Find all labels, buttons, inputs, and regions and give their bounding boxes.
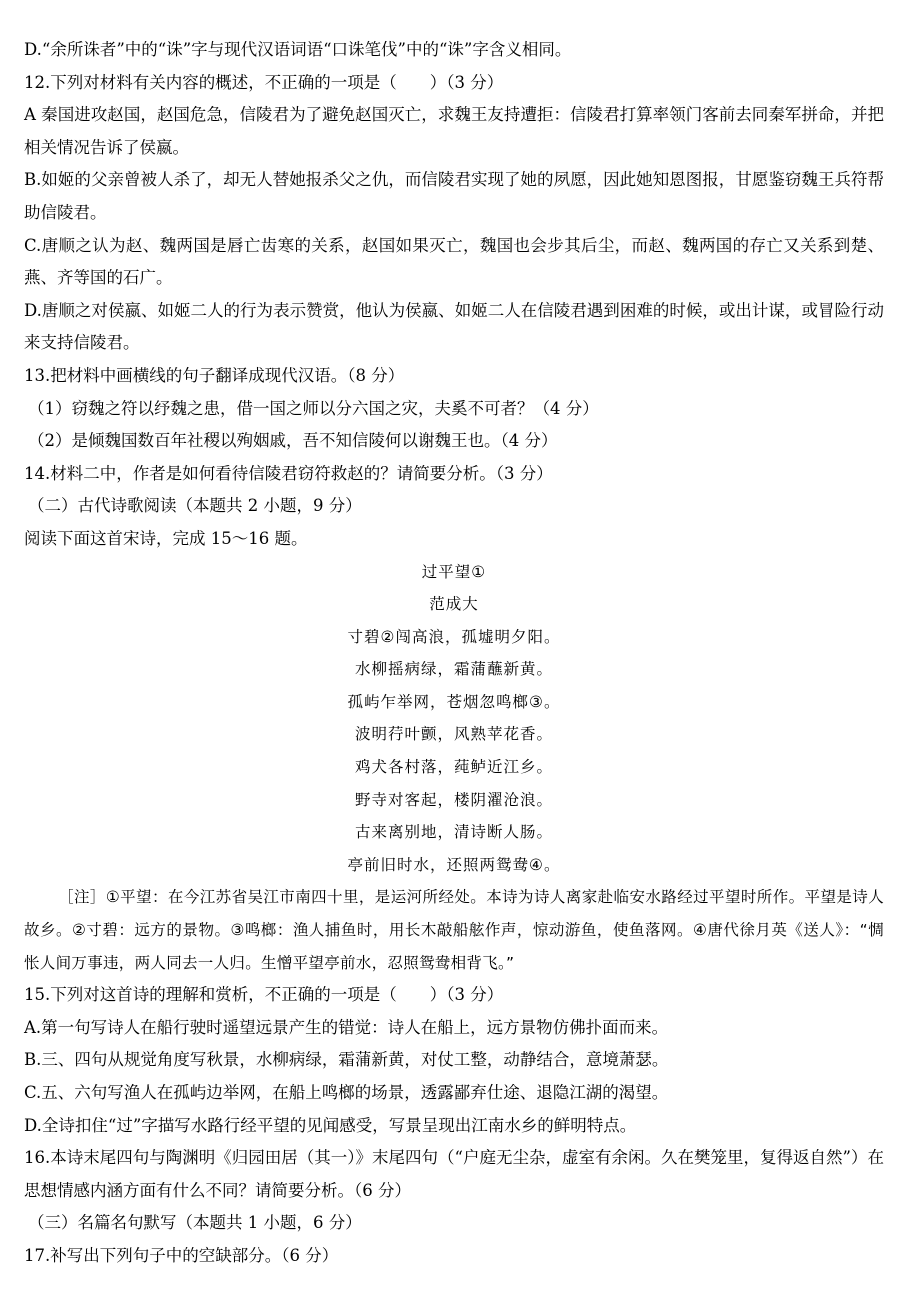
q15-option-a: A.第一句写诗人在船行驶时遥望远景产生的错觉：诗人在船上，远方景物仿佛扑面而来。 [24, 1017, 669, 1037]
q13-item-1: （1）窃魏之符以纾魏之患，借一国之师以分六国之灾，夫奚不可者？（4 分） [28, 398, 599, 418]
exam-page [24, 34, 884, 1273]
q11-option-d: D.“余所诛者”中的“诛”字与现代汉语词语“口诛笔伐”中的“诛”字含义相同。 [24, 40, 572, 59]
q15-option-b: B.三、四句从规觉角度写秋景，水柳病绿，霜蒲新黄，对仗工整，动静结合，意境萧瑟。 [24, 1050, 669, 1070]
section2-heading: （二）古代诗歌阅读（本题共 2 小题，9 分） [28, 496, 362, 516]
q15-title: 15.下列对这首诗的理解和赏析，不正确的一项是（ ）（3 分） [24, 985, 504, 1005]
q12-option-b: B.如姬的父亲曾被人杀了，却无人替她报杀父之仇，而信陵君实现了她的夙愿，因此她知恩图报，甘愿鉴窃魏王兵符帮助信陵君。 [24, 170, 884, 222]
q14-title: 14.材料二中，作者是如何看待信陵君窃符救赵的？请简要分析。（3 分） [24, 463, 553, 483]
poem-note: ［注］①平望：在今江苏省吴江市南四十里，是运河所经处。本诗为诗人离家赴临安水路经过平望时所作。平望是诗人故乡。②寸碧：远方的景物。③鸣榔：渔人捕鱼时，用长木敲船舷作声，惊动游鱼，使鱼落网。④唐代徐月英《送人》：“惆怅人间万事违，两人同去一人归。生憎平望亭前水，忍照鸳鸯相背飞。” [24, 888, 884, 972]
poem [24, 556, 884, 882]
poem-line: 亭前旧时水，还照两鸳鸯④。 [347, 855, 561, 874]
section3-heading: （三）名篇名句默写（本题共 1 小题，6 分） [28, 1213, 362, 1233]
q13-item-2: （2）是倾魏国数百年社稷以殉姻戚，吾不知信陵何以谢魏王也。（4 分） [28, 431, 558, 451]
section2-intro: 阅读下面这首宋诗，完成 15～16 题。 [24, 528, 308, 548]
poem-line: 野寺对客起，楼阴濯沧浪。 [354, 790, 553, 809]
poem-author: 范成大 [429, 595, 479, 614]
poem-line: 孤屿乍举网，苍烟忽鸣榔③。 [347, 692, 561, 711]
q12-option-d: D.唐顺之对侯嬴、如姬二人的行为表示赞赏，他认为侯嬴、如姬二人在信陵君遇到困难的时候，或出计谋，或冒险行动来支持信陵君。 [24, 300, 884, 353]
q15-option-c: C.五、六句写渔人在孤屿边举网，在船上鸣榔的场景，透露鄙弃仕途、退隐江湖的渴望。 [24, 1083, 669, 1102]
q15-option-d: D.全诗扣住“过”字描写水路行经平望的见闻感受，写景呈现出江南水乡的鲜明特点。 [24, 1115, 637, 1135]
q12-title: 12.下列对材料有关内容的概述，不正确的一项是（ ）（3 分） [24, 72, 504, 92]
poem-line: 古来离别地，清诗断人肠。 [354, 823, 553, 842]
q12-option-c: C.唐顺之认为赵、魏两国是唇亡齿寒的关系，赵国如果灭亡，魏国也会步其后尘，而赵、魏两国的存亡又关系到楚、燕、齐等国的石广。 [24, 235, 884, 288]
q17-title: 17.补写出下列句子中的空缺部分。（6 分） [24, 1245, 339, 1265]
poem-title: 过平望① [421, 562, 487, 581]
poem-line: 水柳摇病绿，霜蒲蘸新黄。 [354, 660, 553, 679]
q13-title: 13.把材料中画横线的句子翻译成现代汉语。（8 分） [24, 365, 405, 385]
q16-title: 16.本诗末尾四句与陶渊明《归园田居（其一）》末尾四句（“户庭无尘杂，虚室有余闲。久在樊笼里，复得返自然”）在思想情感内涵方面有什么不同？请简要分析。（6 分） [24, 1148, 884, 1200]
q12-option-a: A 秦国进攻赵国，赵国危急，信陵君为了避免赵国灭亡，求魏王友持遭拒：信陵君打算率领门客前去同秦军拼命，并把相关情况告诉了侯嬴。 [24, 105, 884, 157]
poem-line: 鸡犬各村落，莼鲈近江乡。 [354, 758, 553, 777]
poem-line: 寸碧②闯高浪，孤墟明夕阳。 [347, 627, 561, 646]
poem-line: 波明荇叶颤，风熟苹花香。 [354, 725, 553, 744]
